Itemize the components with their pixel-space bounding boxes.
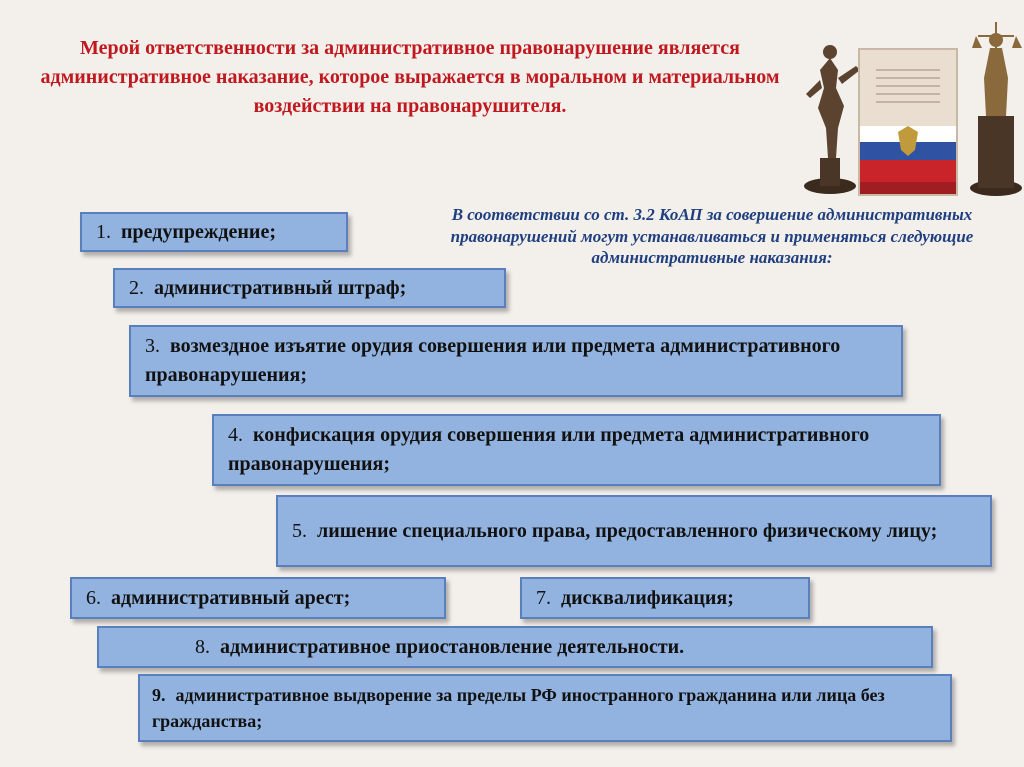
item-text: возмездное изъятие орудия совершения или предмета административного правонарушения; (145, 335, 841, 386)
item-number: 1. (96, 220, 111, 243)
item-text: административное приостановление деятельности. (220, 635, 685, 658)
penalty-item-4 (212, 414, 941, 486)
penalty-item-1 (80, 212, 348, 252)
penalty-item-7 (520, 577, 810, 619)
penalty-item-2 (113, 268, 506, 308)
item-text: дисквалификация; (561, 586, 734, 609)
penalty-item-8 (97, 626, 933, 668)
item-number: 9. (152, 685, 166, 705)
mercury-statue-icon (804, 45, 860, 194)
item-text: предупреждение; (121, 220, 276, 243)
item-number: 3. (145, 335, 160, 357)
item-number: 8. (195, 635, 210, 658)
code-book-icon (858, 48, 958, 196)
item-number: 7. (536, 586, 551, 609)
penalty-item-5 (276, 495, 992, 567)
slide-title: Мерой ответственности за административное правонарушение является административное наказание, которое выражается в моральном и материальном воздействии на правонарушителя. (40, 37, 780, 117)
penalty-item-6 (70, 577, 446, 619)
item-text: конфискация орудия совершения или предмета административного правонарушения; (228, 424, 870, 475)
item-text: административный штраф; (154, 276, 407, 299)
item-number: 6. (86, 586, 101, 609)
penalty-item-3 (129, 325, 903, 397)
item-text: административное выдворение за пределы РФ иностранного гражданина или лица без гражданства; (152, 685, 885, 731)
item-number: 5. (292, 519, 307, 542)
item-text: лишение специального права, предоставленного физическому лицу; (317, 519, 938, 542)
item-number: 2. (129, 276, 144, 299)
item-text: административный арест; (111, 586, 351, 609)
themis-statue-icon (970, 22, 1022, 196)
law-decoration-image (790, 8, 1024, 198)
item-number: 4. (228, 424, 243, 446)
penalty-item-9 (138, 674, 952, 742)
intro-text: В соответствии со ст. 3.2 КоАП за совершение административных правонарушений могут устанавливаться и применяться следующие административные наказания: (450, 205, 974, 267)
